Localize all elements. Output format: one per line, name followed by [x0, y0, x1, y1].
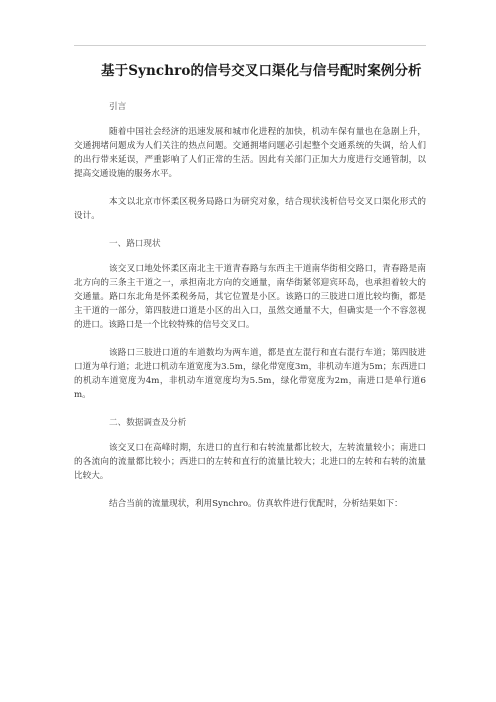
section-heading-intro: 引言	[109, 102, 127, 112]
paragraph-survey-1: 该交叉口在高峰时期，东进口的直行和右转流量都比较大，左转流量较小；南进口的各流向的流量都比较小；西进口的左转和直行的流量比较大；北进口的左转和右转的流量比较大。	[74, 443, 426, 481]
section-heading-survey: 二、数据调查及分析	[109, 418, 187, 428]
header-rule	[74, 45, 426, 46]
paragraph-survey-2: 结合当前的流量现状，利用Synchro。仿真软件进行优配时，分析结果如下：	[109, 499, 403, 509]
document-body	[74, 60, 426, 511]
section-heading-status: 一、路口现状	[109, 239, 161, 249]
paragraph-status-2: 该路口三肢进口道的车道数均为两车道，都是直左混行和直右混行车道；第四肢进口道为单行道；北进口机动车道宽度为3.5m，绿化带宽度3m，非机动车道为5m；东西进口的机动车道宽度为4m，非机动车道宽度均为5.5m，绿化带宽度为2m，南进口是单行道6m。	[74, 348, 426, 400]
paragraph-intro-1: 随着中国社会经济的迅速发展和城市化进程的加快，机动车保有量也在急剧上升，交通拥堵问题成为人们关注的热点问题。交通拥堵问题必引起整个交通系统的失调，给人们的出行带来延误，严重影响了人们正常的生活。因此有关部门正加大力度进行交通管制，以提高交通设施的服务水平。	[74, 127, 426, 179]
paragraph-intro-2: 本文以北京市怀柔区税务局路口为研究对象，结合现状浅析信号交叉口渠化形式的设计。	[74, 197, 426, 221]
document-title: 基于Synchro的信号交叉口渠化与信号配时案例分析	[101, 63, 422, 79]
paragraph-status-1: 该交叉口地处怀柔区南北主干道青春路与东西主干道南华街相交路口，青春路是南北方向的三条主干道之一，承担南北方向的交通量，南华街紧邻迎宾环岛，也承担着较大的交通量。路口东北角是怀柔税务局，其它位置是小区。该路口的三肢进口道比较均衡，都是主干道的一部分，第四肢进口道是小区的出入口，虽然交通量不大，但确实是一个不容忽视的进口。该路口是一个比较特殊的信号交叉口。	[74, 264, 426, 330]
